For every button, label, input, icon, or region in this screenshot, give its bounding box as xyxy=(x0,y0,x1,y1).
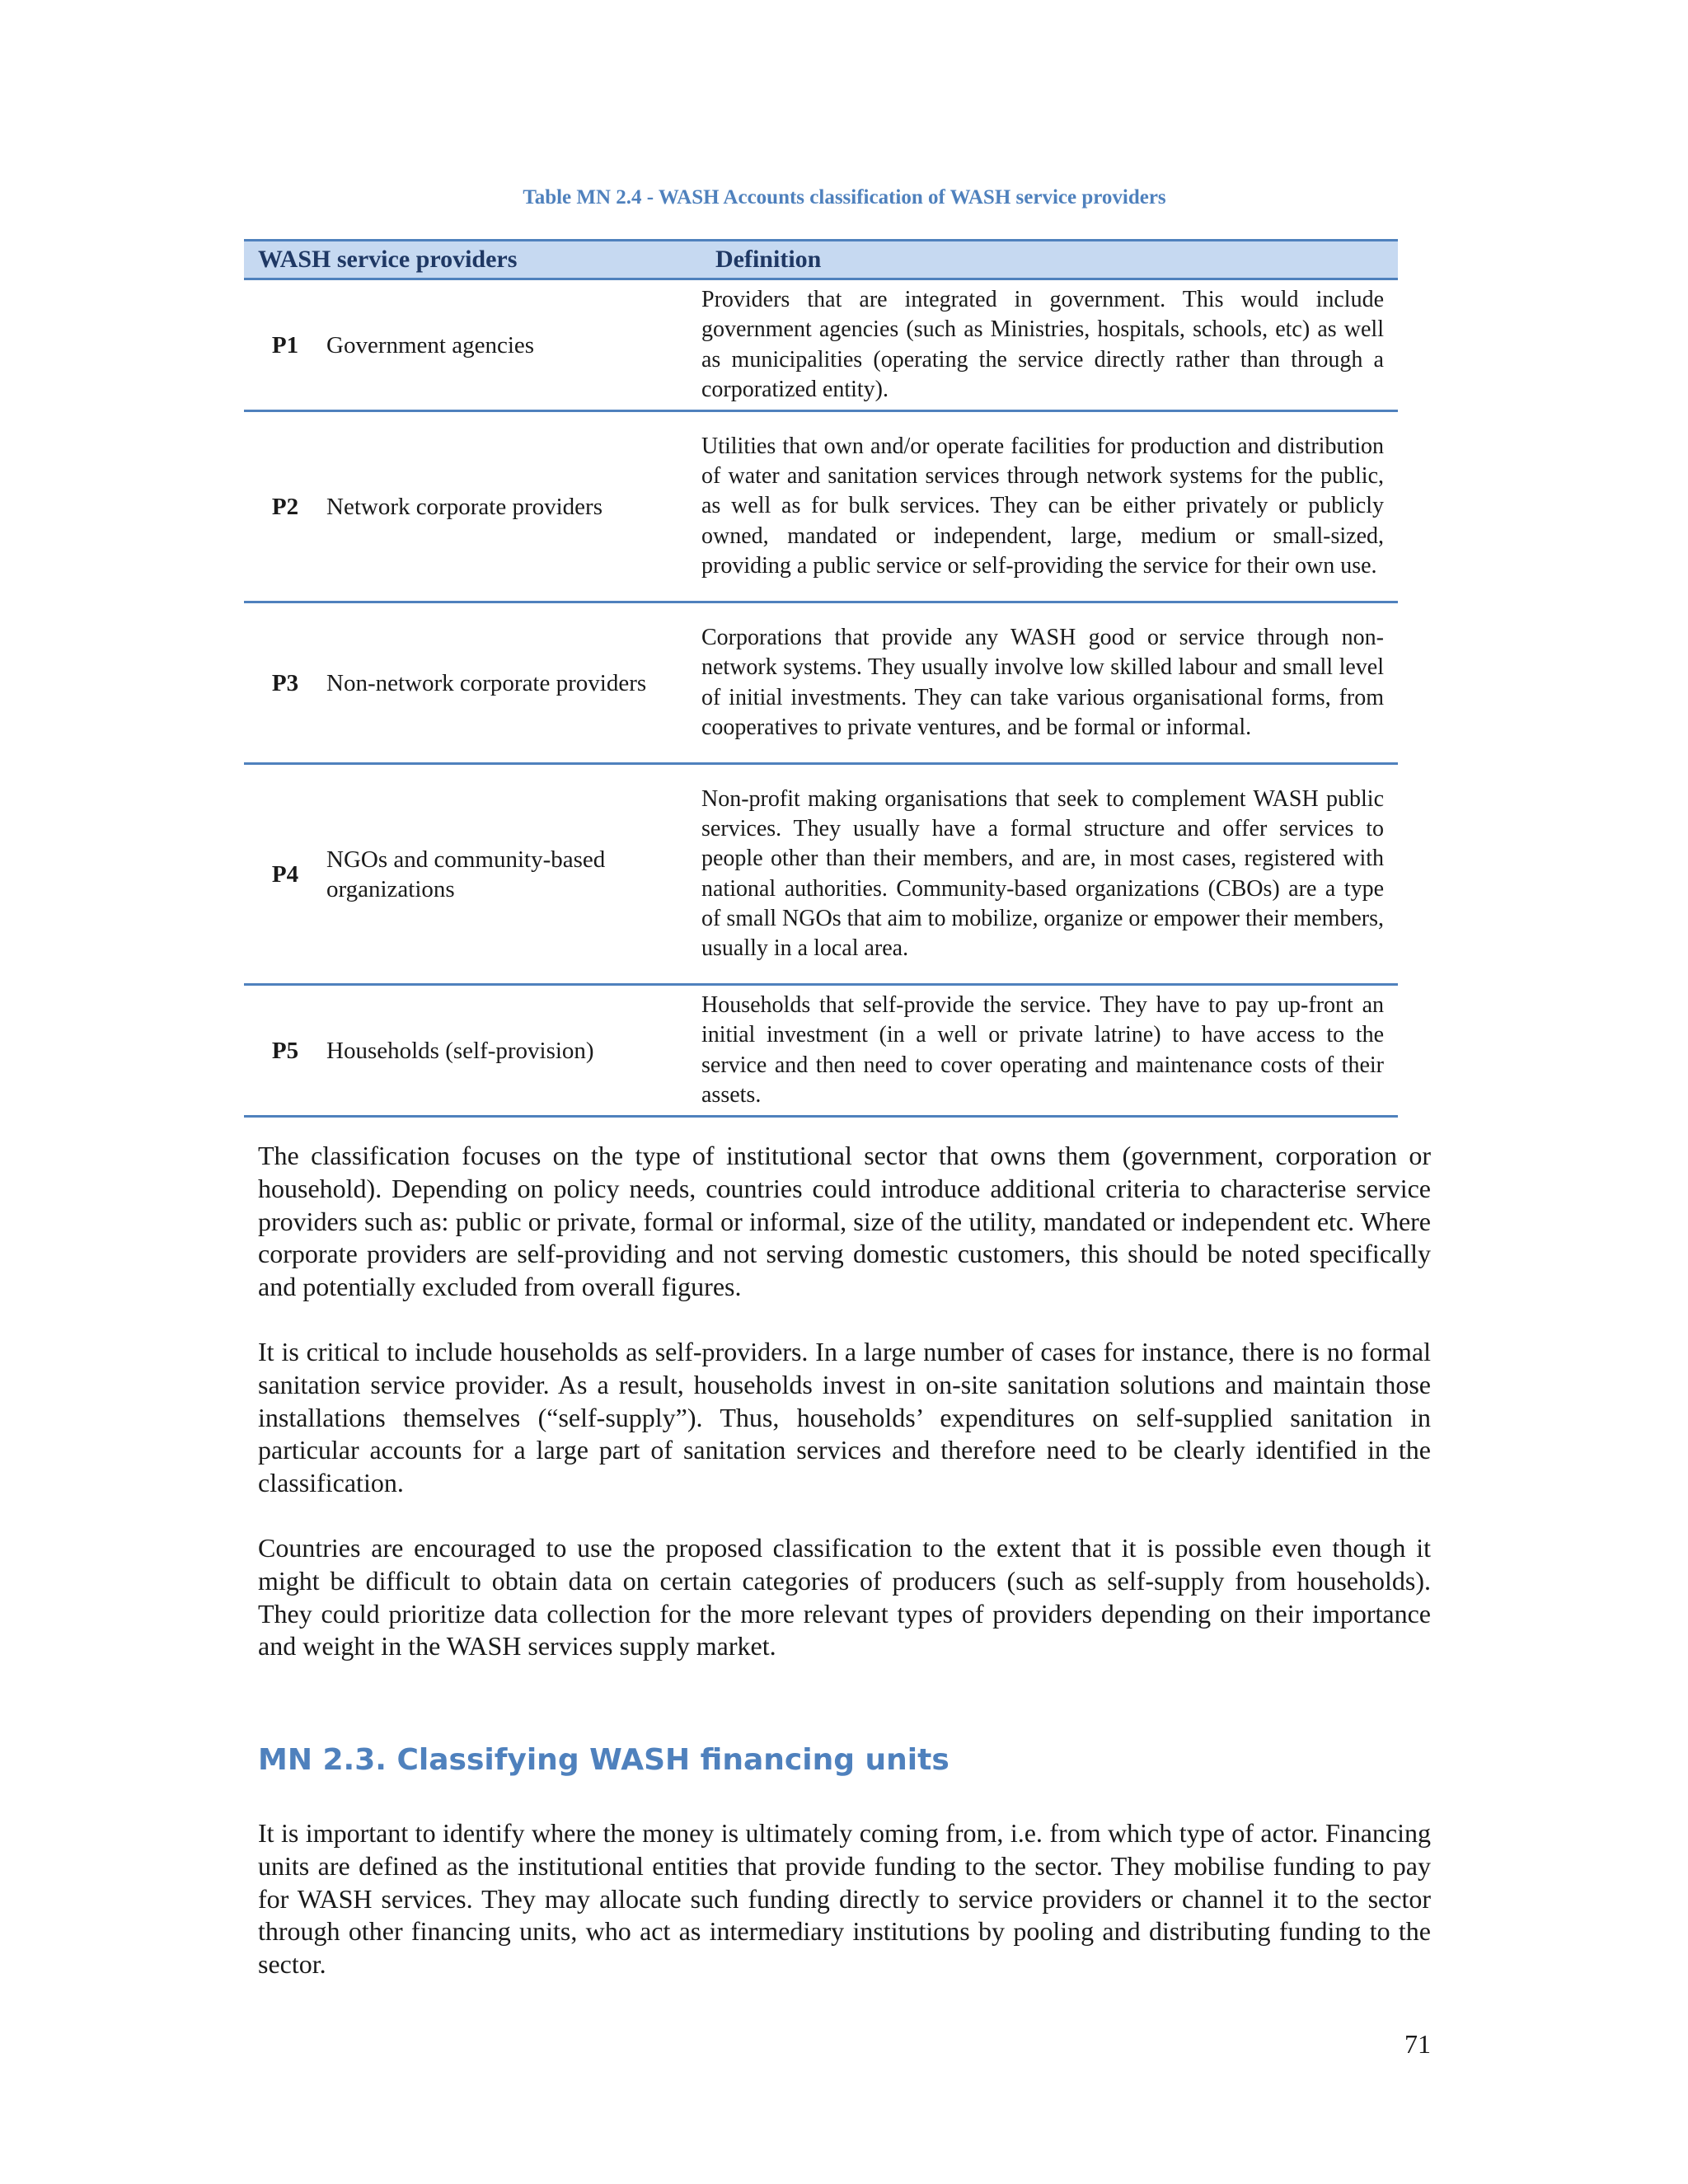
body-paragraph: It is critical to include households as self-providers. In a large number of cases for instance, there is no formal sanitation service provider. As a result, households invest in on-site sanitation solutions and maintain those installations themselves (“self-supply”). Thus, households’ expenditures on self-supplied sanitation in particular accounts for a large part of sanitation services and therefore need to be clearly identified in the classification. xyxy=(258,1337,1431,1498)
provider-code: P4 xyxy=(244,764,326,985)
provider-name: NGOs and community-based organizations xyxy=(326,764,701,985)
body-paragraph: It is important to identify where the money is ultimately coming from, i.e. from which type of actor. Financing units are defined as the institutional entities that provide funding to the sector. They mobilise funding to pay for WASH services. They may allocate such funding directly to service providers or channel it to the sector through other financing units, who act as intermediary institutions by pooling and distributing funding to the sector. xyxy=(258,1818,1431,1980)
provider-name: Government agencies xyxy=(326,279,701,411)
table-header-row xyxy=(244,241,1398,279)
table-row xyxy=(244,764,1398,985)
provider-name: Non-network corporate providers xyxy=(326,602,701,764)
provider-name: Households (self-provision) xyxy=(326,985,701,1117)
table-row xyxy=(244,411,1398,602)
provider-name: Network corporate providers xyxy=(326,411,701,602)
provider-code: P5 xyxy=(244,985,326,1117)
provider-code: P1 xyxy=(244,279,326,411)
table-row xyxy=(244,279,1398,411)
body-paragraph: Countries are encouraged to use the proposed classification to the extent that it is possible even though it might be difficult to obtain data on certain categories of producers (such as self-supply from households). They could prioritize data collection for the more relevant types of providers depending on their importance and weight in the WASH services supply market. xyxy=(258,1533,1431,1661)
provider-definition: Non-profit making organisations that seek to complement WASH public services. They usually have a formal structure and offer services to people other than their members, and are, in most cases, registered with national authorities. Community-based organizations (CBOs) are a type of small NGOs that aim to mobilize, organize or empower their members, usually in a local area. xyxy=(701,764,1398,985)
page-number: 71 xyxy=(1404,2029,1431,2059)
header-providers: WASH service providers xyxy=(244,241,701,279)
provider-code: P2 xyxy=(244,411,326,602)
provider-definition: Providers that are integrated in government. This would include government agencies (such as Ministries, hospitals, schools, etc) as well as municipalities (operating the service directly rather than through a corporatized entity). xyxy=(701,279,1398,411)
table-caption: Table MN 2.4 - WASH Accounts classification of WASH service providers xyxy=(523,186,1166,209)
service-providers-table xyxy=(244,239,1398,1118)
provider-definition: Utilities that own and/or operate facilities for production and distribution of water and sanitation services through network systems for the public, as well as for bulk services. They can be either privately or publicly owned, mandated or independent, large, medium or small-sized, providing a public service or self-providing the service for their own use. xyxy=(701,411,1398,602)
provider-definition: Corporations that provide any WASH good or service through non-network systems. They usually involve low skilled labour and small level of initial investments. They can take various organisational forms, from cooperatives to private ventures, and be formal or informal. xyxy=(701,602,1398,764)
section-heading: MN 2.3. Classifying WASH financing units xyxy=(258,1743,950,1777)
table-row xyxy=(244,602,1398,764)
provider-code: P3 xyxy=(244,602,326,764)
body-paragraph: The classification focuses on the type of institutional sector that owns them (government, corporation or household). Depending on policy needs, countries could introduce additional criteria to characterise service providers such as: public or private, formal or informal, size of the utility, mandated or independent etc. Where corporate providers are self-providing and not serving domestic customers, this should be noted specifically and potentially excluded from overall figures. xyxy=(258,1141,1431,1302)
provider-definition: Households that self-provide the service. They have to pay up-front an initial investment (in a well or private latrine) to have access to the service and then need to cover operating and maintenance costs of their assets. xyxy=(701,985,1398,1117)
header-definition: Definition xyxy=(701,241,1398,279)
table-row xyxy=(244,985,1398,1117)
